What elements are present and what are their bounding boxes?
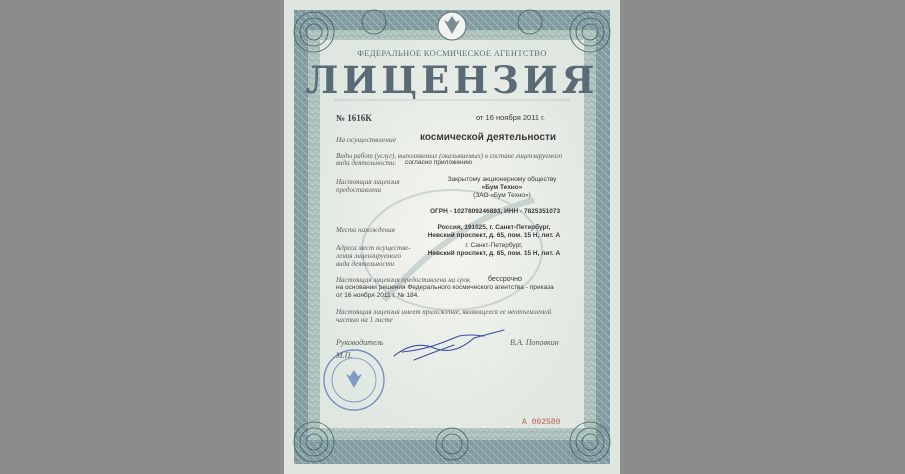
- types-label-2: вида деятельности:: [336, 159, 397, 167]
- head-name: В.А. Поповкин: [510, 338, 559, 347]
- holder-line-2: «Бум Техно»: [481, 184, 523, 191]
- document-title: ЛИЦЕНЗИЯ: [305, 58, 599, 102]
- location-line-2: Невский проспект, д. 65, пом. 15 Н, лит. А: [427, 232, 561, 239]
- term-value: бессрочно: [488, 276, 522, 283]
- location-label: Место нахождения: [336, 226, 395, 234]
- places-line-2: Невский проспект, д. 65, пом. 15 Н, лит. А: [427, 250, 561, 257]
- agency-name: ФЕДЕРАЛЬНОЕ КОСМИЧЕСКОЕ АГЕНТСТВО: [357, 48, 547, 58]
- appendix-line-2: частью на 1 листе: [336, 316, 393, 324]
- location-line-1: Россия, 191025, г. Санкт-Петербург,: [437, 224, 551, 231]
- license-number: № 1616К: [336, 113, 372, 123]
- holder-line-1: Закрытому акционерному обществу: [447, 176, 557, 183]
- basis-line-1: на основании решения Федерального космического агентства - приказа: [336, 284, 554, 291]
- license-date: от 16 ноября 2011 г.: [476, 113, 545, 122]
- holder-label-1: Настоящая лицензия: [336, 178, 400, 186]
- basis-line-2: от 16 ноября 2011 г. № 184.: [336, 292, 420, 299]
- types-label-1: Виды работ (услуг), выполняемых (оказываемых) в составе лицензируемого: [336, 152, 563, 160]
- stamp-label: М.П.: [336, 351, 353, 360]
- places-label-2: ления лицензируемого: [336, 252, 401, 260]
- holder-line-3: (ЗАО «Бум Техно»): [473, 192, 531, 199]
- appendix-line-1: Настоящая лицензия имеет приложение, являющееся ее неотъемлемой: [336, 308, 552, 316]
- activity-label: На осуществление: [336, 135, 397, 144]
- head-label: Руководитель: [336, 338, 384, 347]
- activity-value: космической деятельности: [420, 132, 556, 143]
- places-label-3: вида деятельности: [336, 260, 395, 268]
- license-document: [284, 0, 620, 474]
- ogrn-inn: ОГРН - 1027809246893, ИНН - 7825351073: [430, 208, 561, 215]
- serial-number: А 002580: [522, 418, 561, 427]
- term-label: Настоящая лицензия предоставлена на срок: [336, 276, 471, 284]
- holder-label-2: предоставлена: [336, 186, 382, 194]
- places-line-1: г. Санкт-Петербург,: [465, 242, 523, 249]
- emblem-icon: [438, 12, 466, 40]
- places-label-1: Адреса мест осуществе-: [336, 244, 411, 252]
- types-value: согласно приложению: [405, 159, 473, 166]
